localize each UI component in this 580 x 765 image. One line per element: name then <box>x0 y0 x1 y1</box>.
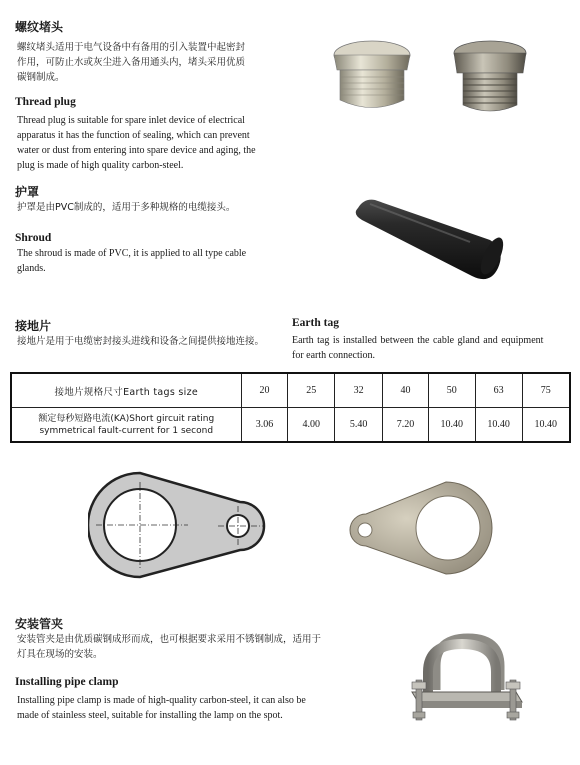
table-cell: 63 <box>475 373 522 408</box>
earth-tag-desc-en <box>292 333 572 363</box>
pipe-clamp-desc-en <box>17 693 397 723</box>
desc-line: 作用，可防止水或灰尘进入备用通头内，堵头采用优质 <box>17 57 246 68</box>
earth-tag-photo <box>338 478 508 578</box>
table-cell: 7.20 <box>383 408 429 443</box>
desc-line: The shroud is made of PVC, it is applied to all type cable <box>17 248 247 259</box>
pipe-clamp-title-cn: 安装管夹 <box>15 617 64 631</box>
earth-tag-desc-cn: 接地片是用于电缆密封接头进线和设备之间提供接地连接。 <box>17 336 265 347</box>
thread-plug-desc-cn <box>17 40 307 85</box>
shroud-desc-en <box>17 246 307 276</box>
table-cell: 10.40 <box>428 408 475 443</box>
label-line: 额定每秒短路电流(KA)Short gircuit rating <box>38 413 215 424</box>
shroud-photo <box>350 190 510 290</box>
earth-tag-drawing <box>88 470 273 582</box>
desc-line: 灯具在现场的安装。 <box>17 649 103 660</box>
desc-line: Installing pipe clamp is made of high-quality carbon-steel, it can also be <box>17 695 306 706</box>
table-cell: 3.06 <box>241 408 288 443</box>
desc-line: for earth connection. <box>292 350 376 361</box>
table-cell: 10.40 <box>475 408 522 443</box>
desc-line: made of stainless steel, suitable for installing the lamp on the spot. <box>17 710 283 721</box>
pipe-clamp-title-en: Installing pipe clamp <box>15 676 119 688</box>
desc-line: glands. <box>17 263 46 274</box>
table-row-current <box>11 408 570 443</box>
desc-line: 碳钢制成。 <box>17 72 65 83</box>
table-cell: 4.00 <box>288 408 335 443</box>
row-label-current <box>11 408 241 443</box>
desc-line: 螺纹堵头适用于电气设备中有备用的引入装置中起密封 <box>17 42 246 53</box>
table-cell: 20 <box>241 373 288 408</box>
table-cell: 40 <box>383 373 429 408</box>
earth-tag-spec-table <box>10 372 571 443</box>
table-cell: 75 <box>522 373 570 408</box>
table-cell: 50 <box>428 373 475 408</box>
earth-tag-title-cn: 接地片 <box>15 319 52 333</box>
table-cell: 10.40 <box>522 408 570 443</box>
desc-line: plug is made of high quality carbon-steel. <box>17 160 184 171</box>
shroud-title-en: Shroud <box>15 232 52 244</box>
pipe-clamp-desc-cn <box>17 632 377 662</box>
desc-line: Thread plug is suitable for spare inlet device of electrical <box>17 115 245 126</box>
shroud-desc-cn: 护罩是由PVC制成的，适用于多种规格的电缆接头。 <box>17 202 236 213</box>
table-row-size <box>11 373 570 408</box>
pipe-clamp-photo <box>398 628 538 738</box>
table-cell: 32 <box>335 373 383 408</box>
table-cell: 5.40 <box>335 408 383 443</box>
thread-plug-title-cn: 螺纹堵头 <box>15 20 64 34</box>
table-cell: 25 <box>288 373 335 408</box>
thread-plug-title-en: Thread plug <box>15 96 76 108</box>
label-line: symmetrical fault-current for 1 second <box>39 425 214 436</box>
desc-line: apparatus it has the function of sealing, which can prevent <box>17 130 250 141</box>
row-label-size: 接地片规格尺寸Earth tags size <box>11 373 241 408</box>
thread-plug-desc-en <box>17 113 307 173</box>
thread-plug-photo <box>325 35 555 120</box>
desc-line: water or dust from entering into spare device and aging, the <box>17 145 256 156</box>
desc-line: Earth tag is installed between the cable gland and equipment <box>292 335 544 346</box>
earth-tag-title-en: Earth tag <box>292 317 339 329</box>
desc-line: 安装管夹是由优质碳钢成形而成，也可根据要求采用不锈钢制成，适用于 <box>17 634 322 645</box>
shroud-title-cn: 护罩 <box>15 185 40 199</box>
